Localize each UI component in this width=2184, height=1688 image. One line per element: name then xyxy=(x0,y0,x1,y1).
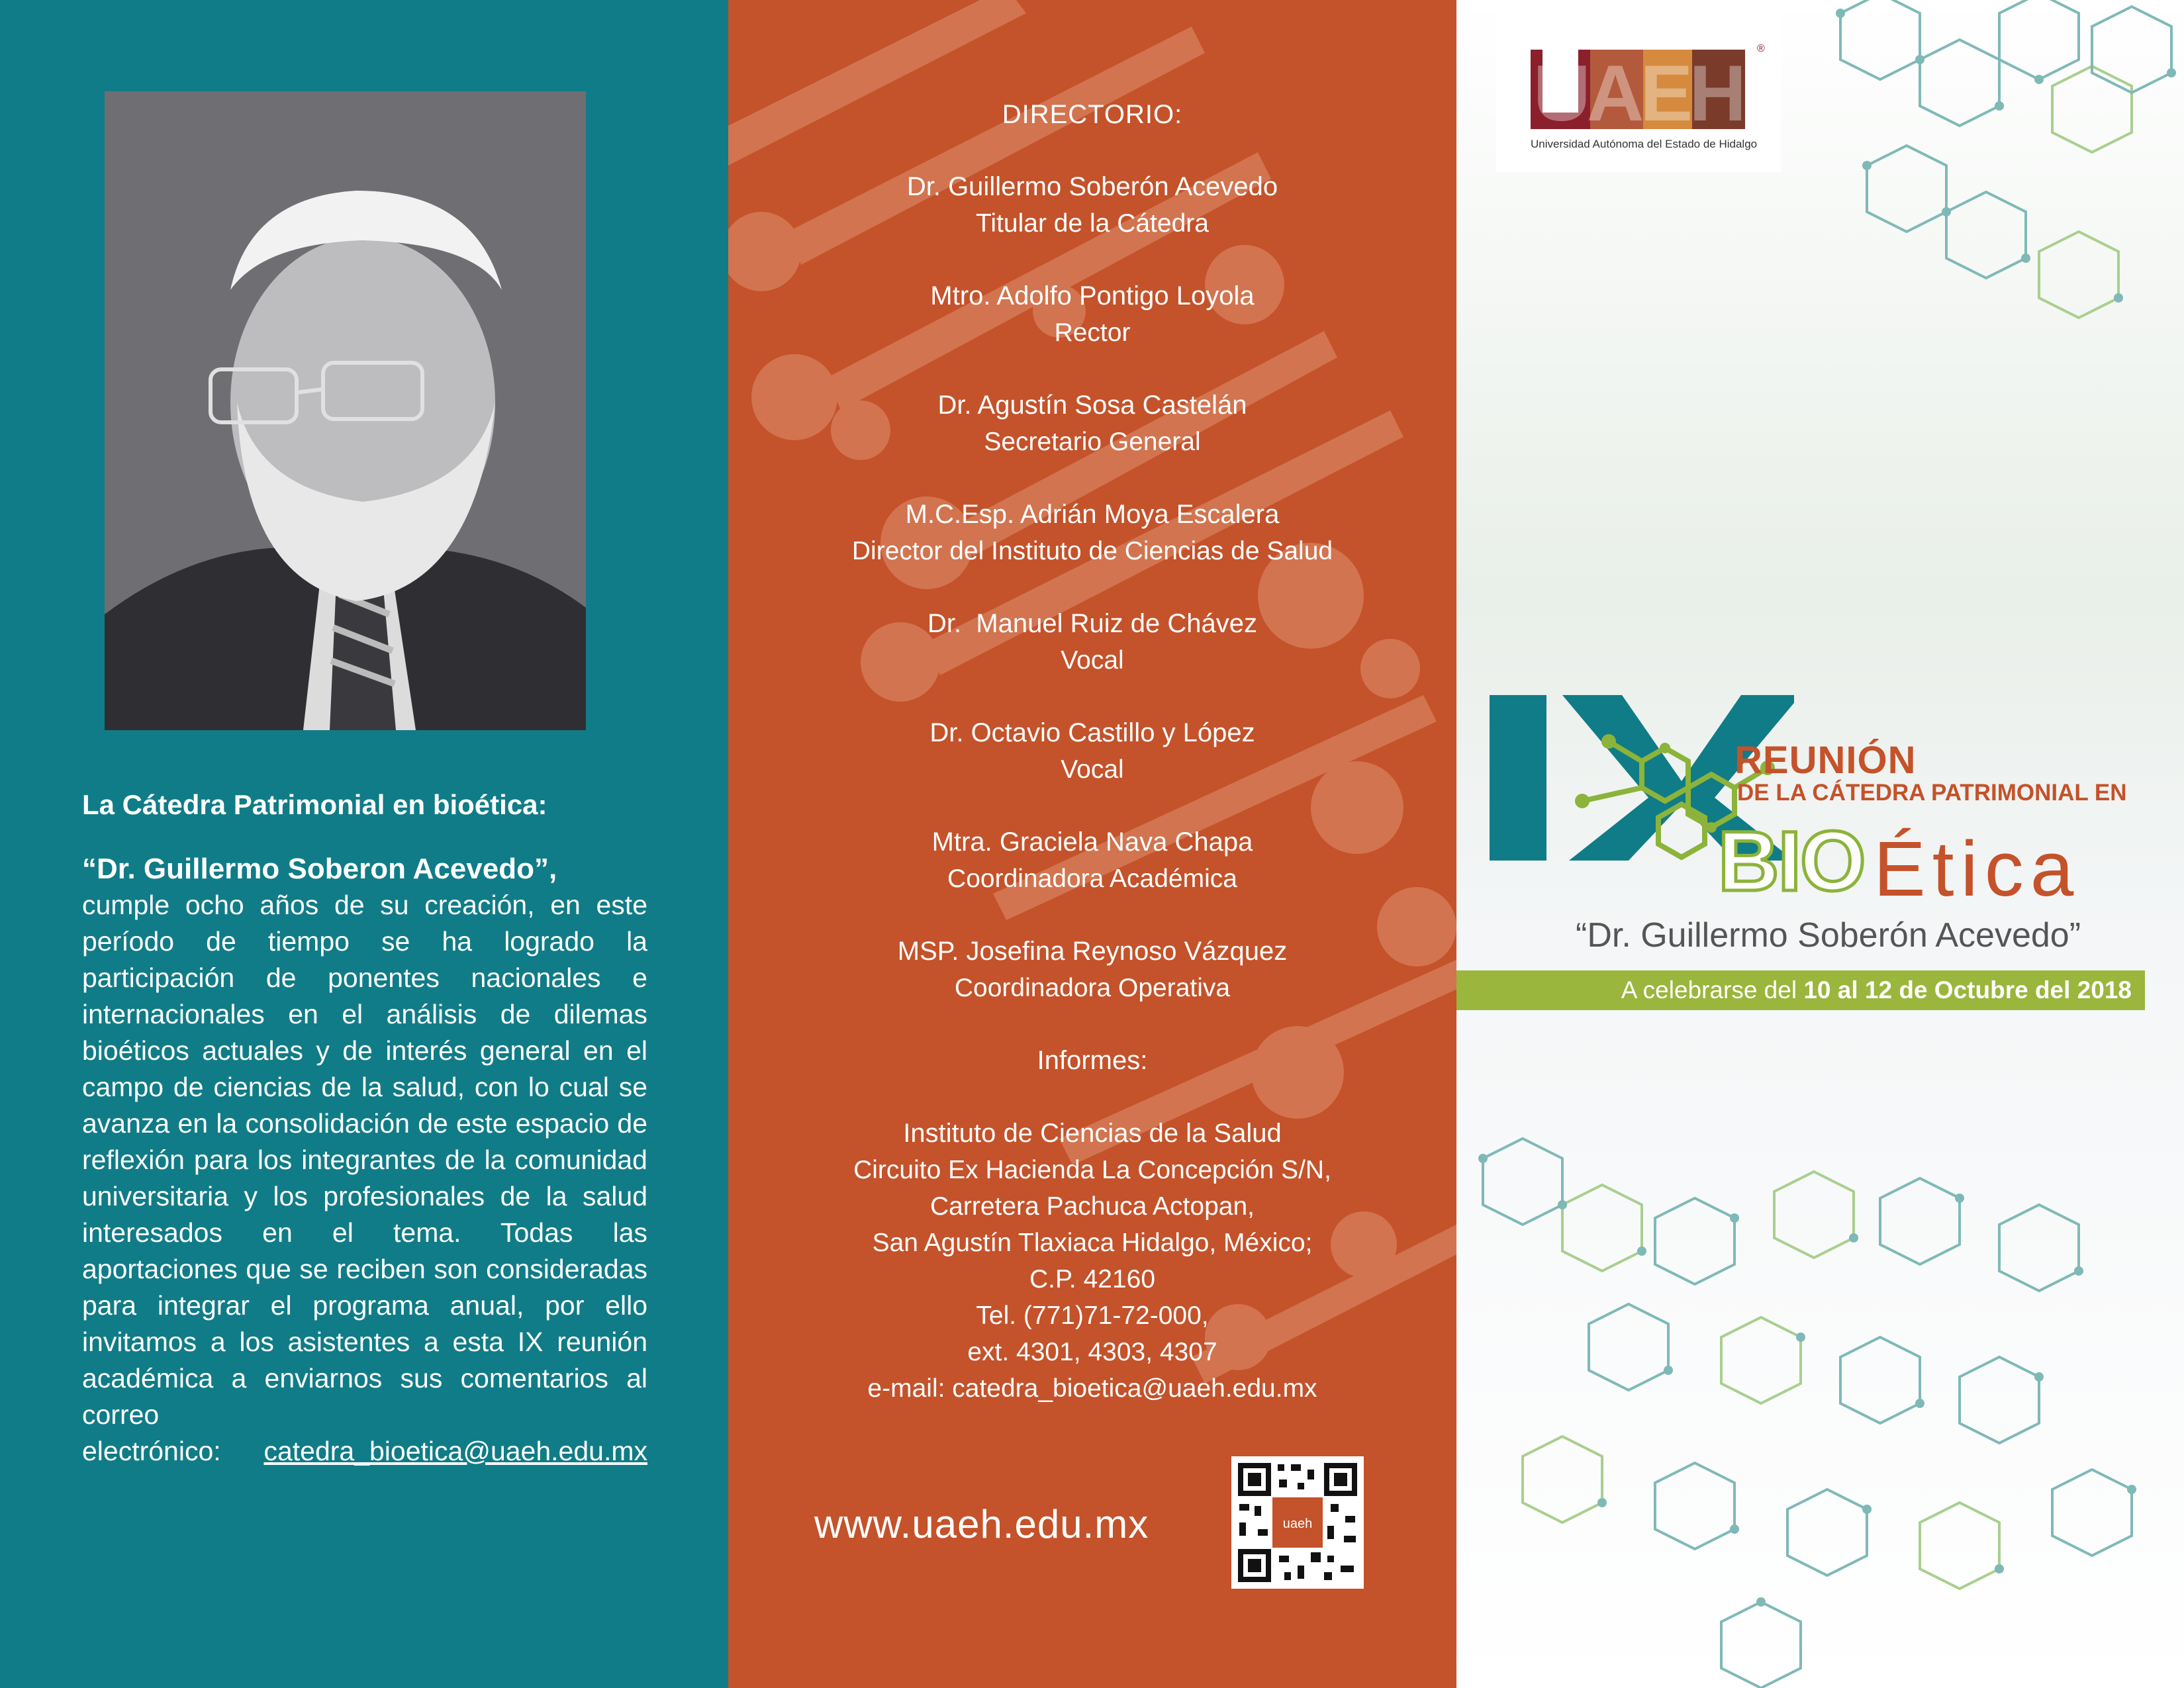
directory-panel xyxy=(728,0,1456,1688)
directory-entry xyxy=(728,496,1456,569)
contact-block xyxy=(728,1115,1456,1407)
logo-text: UAEH xyxy=(1533,49,1743,138)
honoree-name: “Dr. Guillermo Soberón Acevedo” xyxy=(1576,916,2081,955)
directory-entry xyxy=(728,169,1456,242)
person-role: Coordinadora Académica xyxy=(947,865,1237,893)
directory-entry xyxy=(728,824,1456,897)
person-name: MSP. Josefina Reynoso Vázquez xyxy=(897,937,1288,966)
person-role: Coordinadora Operativa xyxy=(954,974,1231,1002)
person-name: M.C.Esp. Adrián Moya Escalera xyxy=(905,500,1280,529)
qr-code-icon xyxy=(1231,1456,1364,1589)
portrait-photo xyxy=(105,91,586,730)
person-name: Dr. Manuel Ruiz de Chávez xyxy=(927,609,1257,638)
institute-name: Instituto de Ciencias de la Salud xyxy=(903,1119,1282,1148)
intro-last-line xyxy=(82,1433,647,1470)
person-name: Dr. Octavio Castillo y López xyxy=(929,718,1255,747)
date-banner xyxy=(1456,970,2145,1010)
postal-code: C.P. 42160 xyxy=(1029,1265,1156,1293)
informes-title: Informes: xyxy=(1037,1046,1148,1075)
person-role: Secretario General xyxy=(984,428,1201,456)
address-line: Circuito Ex Hacienda La Concepción S/N, xyxy=(853,1156,1331,1184)
intro-quote: “Dr. Guillermo Soberon Acevedo”, xyxy=(82,853,557,885)
directory-entry xyxy=(728,715,1456,788)
person-name: Mtro. Adolfo Pontigo Loyola xyxy=(930,281,1255,310)
website-link[interactable]: www.uaeh.edu.mx xyxy=(814,1502,1149,1546)
directory-entry xyxy=(728,933,1456,1006)
directory-entry xyxy=(728,606,1456,679)
contact-email[interactable]: e-mail: catedra_bioetica@uaeh.edu.mx xyxy=(867,1374,1317,1403)
qr-label: uaeh xyxy=(1282,1517,1313,1531)
directory-heading: DIRECTORIO: xyxy=(1002,100,1183,129)
portrait-illustration xyxy=(105,91,586,730)
intro-text xyxy=(82,786,647,1470)
reunion-title: REUNIÓN xyxy=(1734,739,1917,782)
logo-caption: Universidad Autónoma del Estado de Hidalgo xyxy=(1531,138,1758,150)
intro-heading: La Cátedra Patrimonial en bioética: xyxy=(82,789,547,820)
qr-code[interactable] xyxy=(1231,1456,1364,1589)
catedra-subtitle: DE LA CÁTEDRA PATRIMONIAL EN xyxy=(1737,780,2127,806)
person-name: Dr. Agustín Sosa Castelán xyxy=(937,391,1247,420)
intro-email-label: electrónico: xyxy=(82,1436,221,1466)
person-role: Titular de la Cátedra xyxy=(976,209,1209,238)
directory-entry xyxy=(728,278,1456,351)
date-range: 10 al 12 de Octubre del 2018 xyxy=(1803,976,2132,1004)
address-line: Carretera Pachuca Actopan, xyxy=(930,1192,1255,1221)
person-role: Director del Instituto de Ciencias de Salud xyxy=(851,537,1333,565)
uaeh-logo xyxy=(1496,0,1781,172)
date-prefix: A celebrarse del xyxy=(1621,976,1797,1004)
left-panel xyxy=(0,0,728,1688)
intro-email-link[interactable]: catedra_bioetica@uaeh.edu.mx xyxy=(263,1436,647,1466)
bio-word: BIO xyxy=(1718,814,1865,909)
person-role: Rector xyxy=(1054,318,1131,347)
directory-entry xyxy=(728,387,1456,460)
address-line: San Agustín Tlaxiaca Hidalgo, México; xyxy=(872,1229,1313,1257)
cover-panel xyxy=(1456,0,2184,1688)
directory-title xyxy=(728,96,1456,133)
person-name: Mtra. Graciela Nava Chapa xyxy=(931,827,1253,857)
informes-heading xyxy=(728,1043,1456,1079)
intro-body: cumple ocho años de su creación, en este período de tiempo se ha logrado la participación de ponentes nacionales e internacionales en el análisis de dilemas bioéticos actuales y de interés general en el campo de ciencias de la salud, con lo cual se avanza en la consolidación de este espacio de reflexión para los integrantes de la comunidad universitaria y los profesionales de la salud interesados en el tema. Todas las aportaciones que se reciben son consideradas para integrar el programa anual, por ello invitamos a los asistentes a esta IX reunión académica a enviarnos sus comentarios al correo xyxy=(82,890,647,1430)
registered-mark: ® xyxy=(1757,43,1765,54)
person-role: Vocal xyxy=(1061,646,1124,675)
phone: Tel. (771)71-72-000, xyxy=(976,1301,1209,1330)
etica-word: Ética xyxy=(1874,825,2081,913)
person-name: Dr. Guillermo Soberón Acevedo xyxy=(906,172,1278,201)
person-role: Vocal xyxy=(1061,755,1124,784)
phone-extensions: ext. 4301, 4303, 4307 xyxy=(967,1338,1217,1366)
